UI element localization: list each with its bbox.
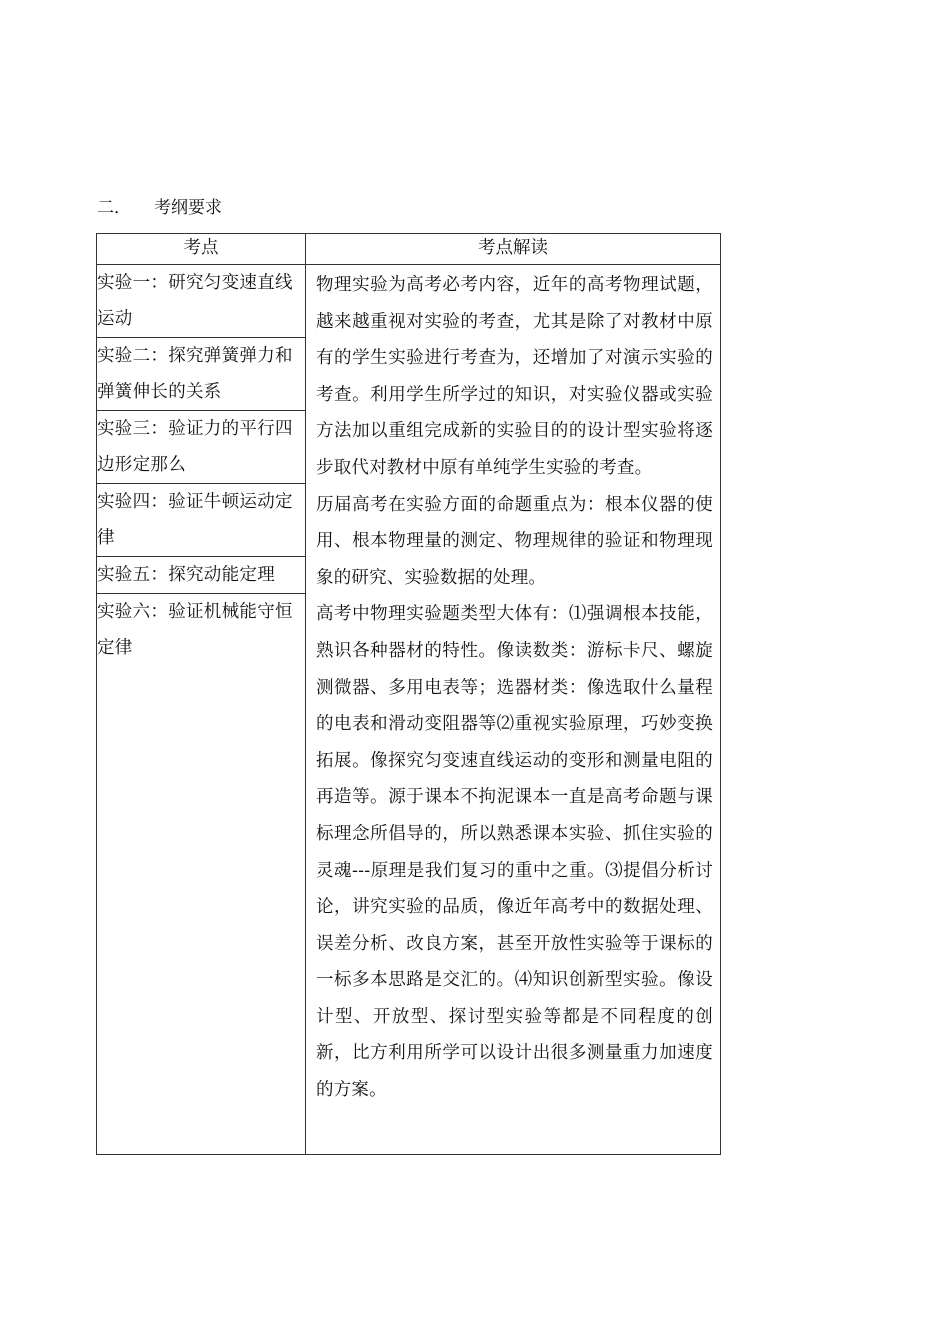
table-header-row — [97, 234, 721, 265]
section-number: 二． — [97, 198, 131, 218]
topic-cell: 实验三：验证力的平行四边形定那么 — [97, 411, 306, 484]
header-interpretation: 考点解读 — [306, 234, 721, 265]
section-title: 考纲要求 — [154, 198, 222, 218]
header-topic: 考点 — [97, 234, 306, 265]
syllabus-table — [96, 233, 721, 1155]
topic-cell: 实验一：研究匀变速直线运动 — [97, 265, 306, 338]
interpretation-paragraph: 物理实验为高考必考内容，近年的高考物理试题，越来越重视对实验的考查，尤其是除了对教材中原有的学生实验进行考查为，还增加了对演示实验的考查。利用学生所学过的知识，对实验仪器或实验方法加以重组完成新的实验目的的设计型实验将逐步取代对教材中原有单纯学生实验的考查。 — [316, 275, 713, 478]
topic-cell: 实验五：探究动能定理 — [97, 557, 306, 594]
table-row — [97, 265, 721, 338]
interpretation-cell — [306, 265, 721, 1155]
topic-cell: 实验四：验证牛顿运动定律 — [97, 484, 306, 557]
interpretation-paragraph: 高考中物理实验题类型大体有：⑴强调根本技能，熟识各种器材的特性。像读数类：游标卡尺、螺旋测微器、多用电表等；选器材类：像选取什么量程的电表和滑动变阻器等⑵重视实验原理，巧妙变换拓展。像探究匀变速直线运动的变形和测量电阻的再造等。源于课本不拘泥课本一直是高考命题与课标理念所倡导的，所以熟悉课本实验、抓住实验的灵魂---原理是我们复习的重中之重。⑶提倡分析讨论，讲究实验的品质，像近年高考中的数据处理、误差分析、改良方案，甚至开放性实验等于课标的一标多本思路是交汇的。⑷知识创新型实验。像设计型、开放型、探讨型实验等都是不同程度的创新，比方利用所学可以设计出很多测量重力加速度的方案。 — [316, 604, 713, 1101]
topic-cell: 实验二：探究弹簧弹力和弹簧伸长的关系 — [97, 338, 306, 411]
topic-cell: 实验六：验证机械能守恒定律 — [97, 594, 306, 1155]
interpretation-paragraph: 历届高考在实验方面的命题重点为：根本仪器的使用、根本物理量的测定、物理规律的验证和物理现象的研究、实验数据的处理。 — [316, 494, 713, 588]
section-heading — [97, 196, 222, 220]
